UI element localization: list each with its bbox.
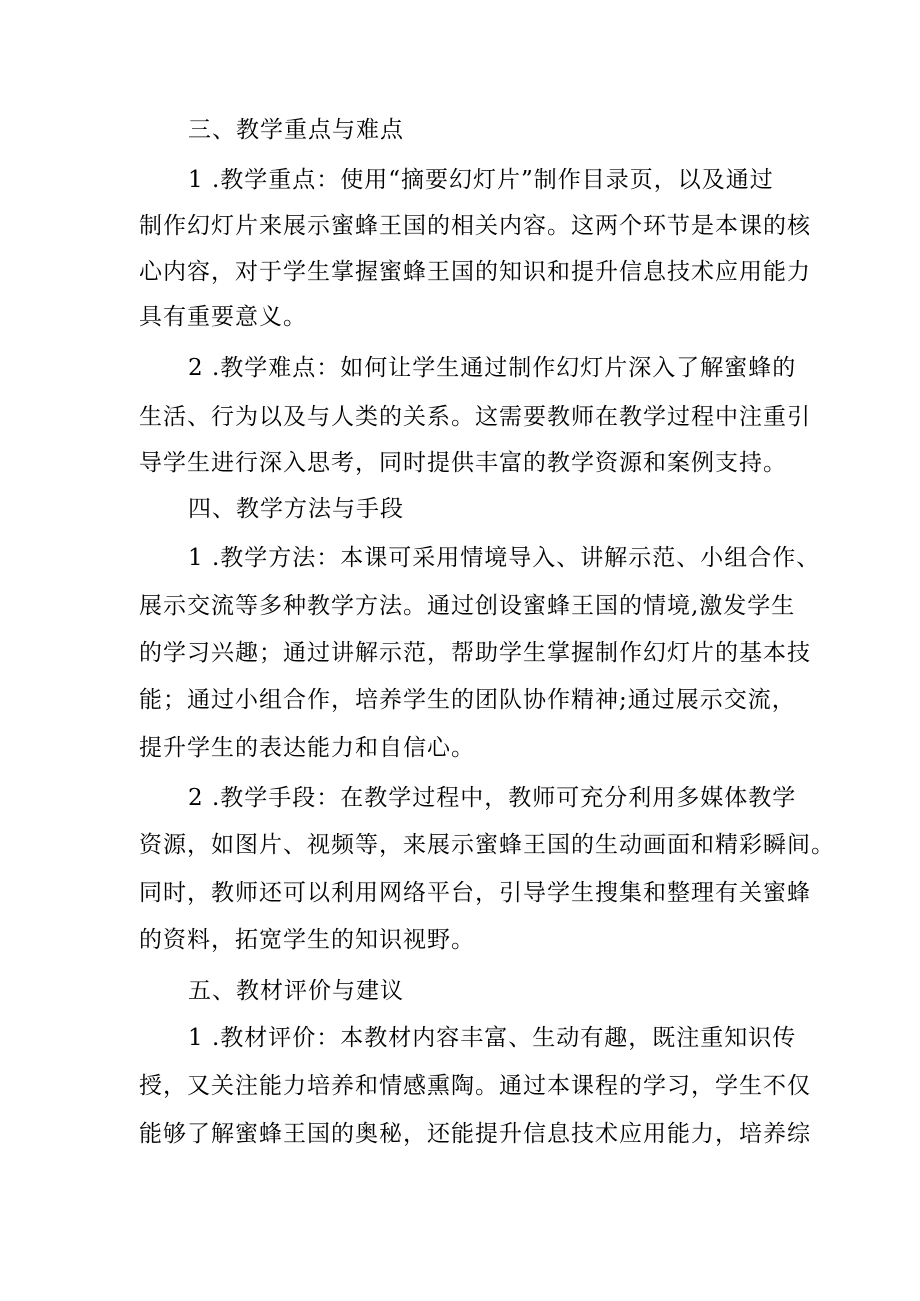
section-heading-3: 三、教学重点与难点 — [188, 117, 404, 143]
paragraph-line: 1 .教材评价：本教材内容丰富、生动有趣，既注重知识传 — [188, 1025, 797, 1051]
paragraph-line: 授，又关注能力培养和情感熏陶。通过本课程的学习，学生不仅 — [139, 1073, 811, 1099]
section-heading-4: 四、教学方法与手段 — [188, 496, 404, 522]
paragraph-line: 2 .教学手段：在教学过程中，教师可充分利用多媒体教学 — [188, 785, 797, 811]
paragraph-line: 提升学生的表达能力和自信心。 — [139, 735, 475, 761]
paragraph-line: 生活、行为以及与人类的关系。这需要教师在教学过程中注重引 — [139, 404, 811, 430]
paragraph-line: 具有重要意义。 — [139, 304, 307, 330]
paragraph-line: 能；通过小组合作，培养学生的团队协作精神;通过展示交流， — [139, 687, 796, 713]
paragraph-line: 的资料，拓宽学生的知识视野。 — [139, 927, 475, 953]
paragraph-line: 制作幻灯片来展示蜜蜂王国的相关内容。这两个环节是本课的核 — [139, 213, 811, 239]
paragraph-line: 同时，教师还可以利用网络平台，引导学生搜集和整理有关蜜蜂 — [139, 880, 811, 906]
paragraph-line: 2 .教学难点：如何让学生通过制作幻灯片深入了解蜜蜂的 — [188, 355, 797, 381]
paragraph-line: 1 .教学方法：本课可采用情境导入、讲解示范、小组合作、 — [188, 545, 821, 571]
paragraph-line: 的学习兴趣；通过讲解示范，帮助学生掌握制作幻灯片的基本技 — [139, 640, 811, 666]
paragraph-line: 能够了解蜜蜂王国的奥秘，还能提升信息技术应用能力，培养综 — [139, 1121, 811, 1147]
paragraph-line: 心内容，对于学生掌握蜜蜂王国的知识和提升信息技术应用能力 — [139, 259, 811, 285]
paragraph-line: 展示交流等多种教学方法。通过创设蜜蜂王国的情境,激发学生 — [139, 593, 796, 619]
paragraph-line: 导学生进行深入思考，同时提供丰富的教学资源和案例支持。 — [139, 450, 787, 476]
paragraph-line: 1 .教学重点：使用“摘要幻灯片”制作目录页，以及通过 — [188, 167, 774, 193]
paragraph-line: 资源，如图片、视频等，来展示蜜蜂王国的生动画面和精彩瞬间。 — [139, 832, 835, 858]
section-heading-5: 五、教材评价与建议 — [188, 978, 404, 1004]
